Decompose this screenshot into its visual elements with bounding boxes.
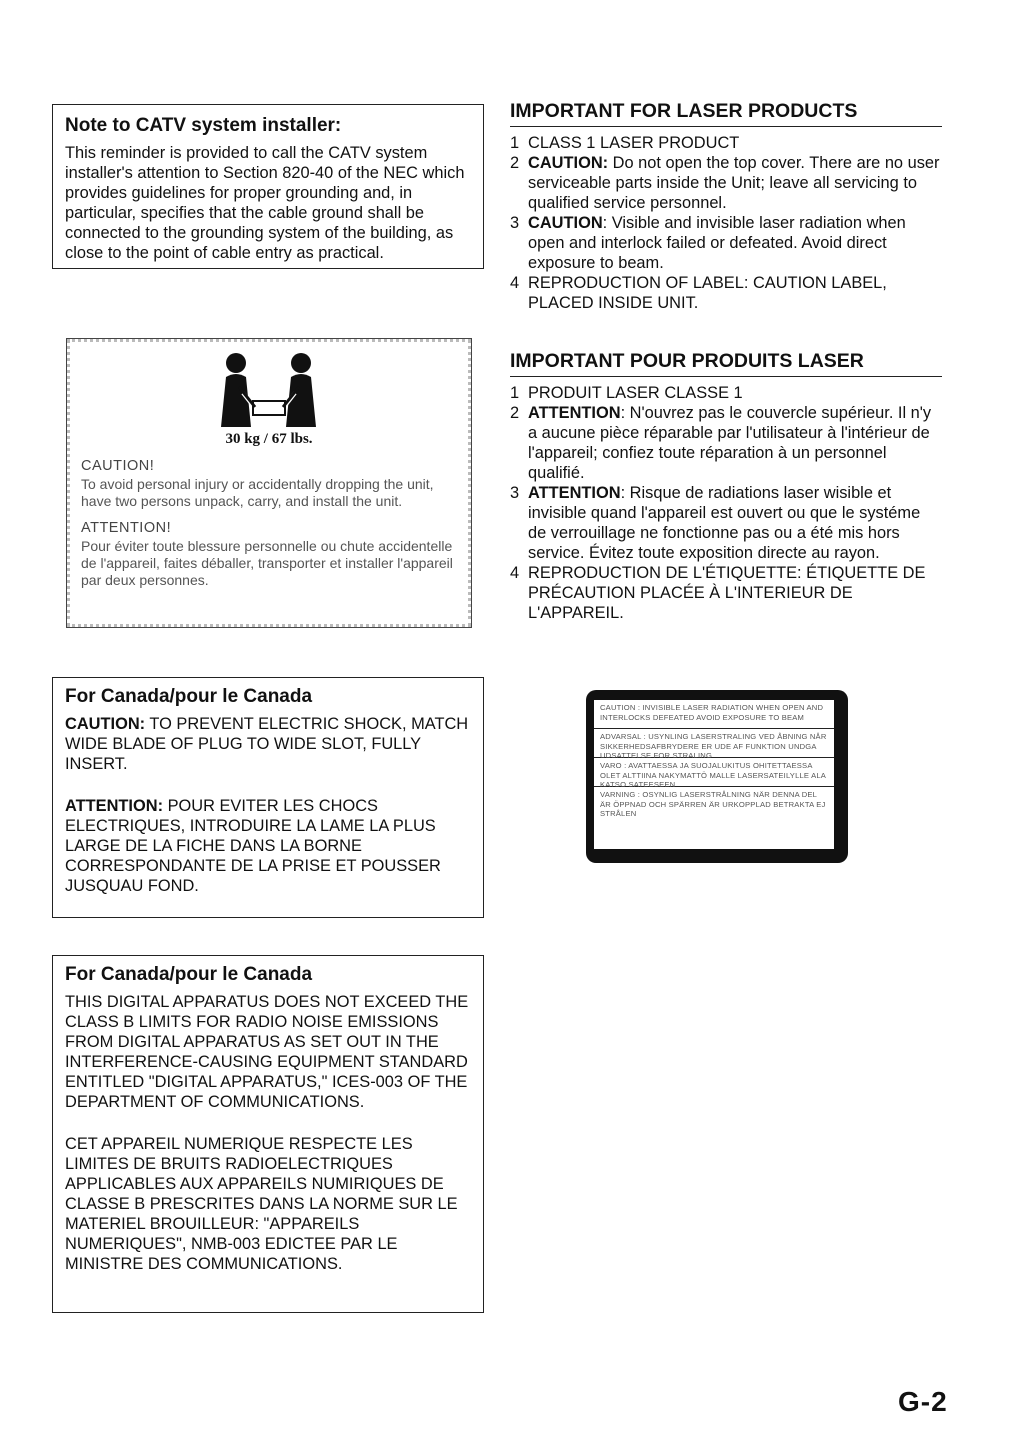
weight-label: 30 kg / 67 lbs. — [225, 431, 313, 447]
canada-plug-title: For Canada/pour le Canada — [65, 686, 313, 707]
caution-label: CAUTION: — [65, 715, 146, 733]
laser-fr-title: IMPORTANT POUR PRODUITS LASER — [510, 350, 942, 377]
canada-digital-en: THIS DIGITAL APPARATUS DOES NOT EXCEED THE CLASS B LIMITS FOR RADIO NOISE EMISSIONS FROM DIGITAL APPARATUS AS SET OUT IN THE INTERFERENCE-CAUSING EQUIPMENT STANDARD ENTITLED "DIGITAL APPARATUS," ICES-003 OF THE DEPARTMENT OF COMMUNICATIONS. — [65, 993, 469, 1111]
canada-plug-attention — [65, 796, 471, 896]
canada-digital-box — [52, 955, 484, 1313]
list-item: 1 PRODUIT LASER CLASSE 1 — [510, 384, 743, 402]
lift-caution-title: CAUTION! — [81, 458, 155, 474]
canada-digital-fr: CET APPAREIL NUMERIQUE RESPECTE LES LIMITES DE BRUITS RADIOELECTRIQUES APPLICABLES AUX APPAREILS NUMIRIQUES DE CLASSE B PRESCRITES DANS LA NORME SUR LE MATERIEL BROUILLEUR: "APPAREILS NUMERIQUES", NMB-003 EDICTEE PAR LE MINISTRE DES COMMUNICATIONS. — [65, 1135, 458, 1273]
two-person-lift-warning — [66, 338, 472, 628]
list-item: 2 ATTENTION: N'ouvrez pas le couvercle supérieur. Il n'y a aucune pièce réparable par l'utilisateur à l'intérieur de l'appareil; confiez toute réparation à un personnel qualifié. — [510, 404, 932, 482]
catv-note-title: Note to CATV system installer: — [65, 115, 342, 136]
canada-digital-title: For Canada/pour le Canada — [65, 964, 313, 985]
list-item: 3 ATTENTION: Risque de radiations laser wisible et invisible quand l'appareil est ouvert ou que le systéme de verrouillage ne fonctionne pas ou a été mis hors service. Évitez toute exposition directe au rayon. — [510, 484, 921, 562]
label-line-sv: VARNING : OSYNLIG LASERSTRÅLNING NÄR DENNA DEL ÄR ÖPPNAD OCH SPÄRREN ÄR URKOPPLAD BETRAKTA EJ STRÅLEN — [600, 790, 826, 818]
list-item: 4 REPRODUCTION OF LABEL: CAUTION LABEL, PLACED INSIDE UNIT. — [510, 274, 887, 312]
list-item: 2 CAUTION: Do not open the top cover. There are no user serviceable parts inside the Unit; leave all servicing to qualified service personnel. — [510, 154, 940, 212]
canada-plug-box — [52, 677, 484, 918]
laser-caution-label — [586, 690, 848, 863]
label-line-da: ADVARSAL : USYNLING LASERSTRALING VED ÅBNING NÅR SIKKERHEDSAFBRYDERE ER UDE AF FUNKTION UNDGA UDSATTELSE FOR STRALING — [594, 729, 834, 758]
lift-attention-title: ATTENTION! — [81, 520, 172, 536]
laser-en-title: IMPORTANT FOR LASER PRODUCTS — [510, 100, 942, 127]
list-item: 3 CAUTION: Visible and invisible laser radiation when open and interlock failed or defeated. Avoid direct exposure to beam. — [510, 214, 906, 272]
catv-note-box — [52, 104, 484, 269]
list-item: 4 REPRODUCTION DE L'ÉTIQUETTE: ÉTIQUETTE DE PRÉCAUTION PLACÉE À L'INTERIEUR DE L'APPAREIL. — [510, 564, 926, 622]
page-number: G-2 — [898, 1386, 948, 1417]
list-item: 1 CLASS 1 LASER PRODUCT — [510, 134, 740, 152]
attention-label: ATTENTION: — [65, 797, 164, 815]
attention-text: POUR EVITER LES CHOCS ELECTRIQUES, INTRODUIRE LA LAME LA PLUS LARGE DE LA FICHE DANS LA BORNE CORRESPONDANTE DE LA PRISE ET POUSSER JUSQUAU FOND. — [65, 797, 441, 895]
laser-products-en-section — [510, 100, 942, 313]
catv-note-body: This reminder is provided to call the CATV system installer's attention to Section 820-40 of the NEC which provides guidelines for proper grounding and, in particular, specifies that the cable ground shall be connected to the grounding system of the building, as close to the point of cable entry as practical. — [65, 144, 465, 262]
caution-text: TO PREVENT ELECTRIC SHOCK, MATCH WIDE BLADE OF PLUG TO WIDE SLOT, FULLY INSERT. — [65, 715, 469, 773]
canada-plug-caution — [65, 714, 471, 774]
lift-attention-text: Pour éviter toute blessure personnelle ou chute accidentelle de l'appareil, faites déballer, transporter et installer l'appareil par deux personnes. — [81, 538, 453, 588]
two-person-lift-icon — [209, 347, 329, 433]
label-line-fi: VARO : AVATTAESSA JA SUOJALUKITUS OHITETTAESSA OLET ALTTIINA NAKYMATTÖ MALLE LASERSATEILYLLE ALA KATSO SATEESEEN — [594, 758, 834, 787]
label-line-en: CAUTION : INVISIBLE LASER RADIATION WHEN OPEN AND INTERLOCKS DEFEATED AVOID EXPOSURE TO BEAM — [594, 700, 834, 729]
laser-products-fr-section — [510, 350, 942, 623]
lift-caution-text: To avoid personal injury or accidentally dropping the unit, have two persons unpack, carry, and install the unit. — [81, 476, 434, 509]
